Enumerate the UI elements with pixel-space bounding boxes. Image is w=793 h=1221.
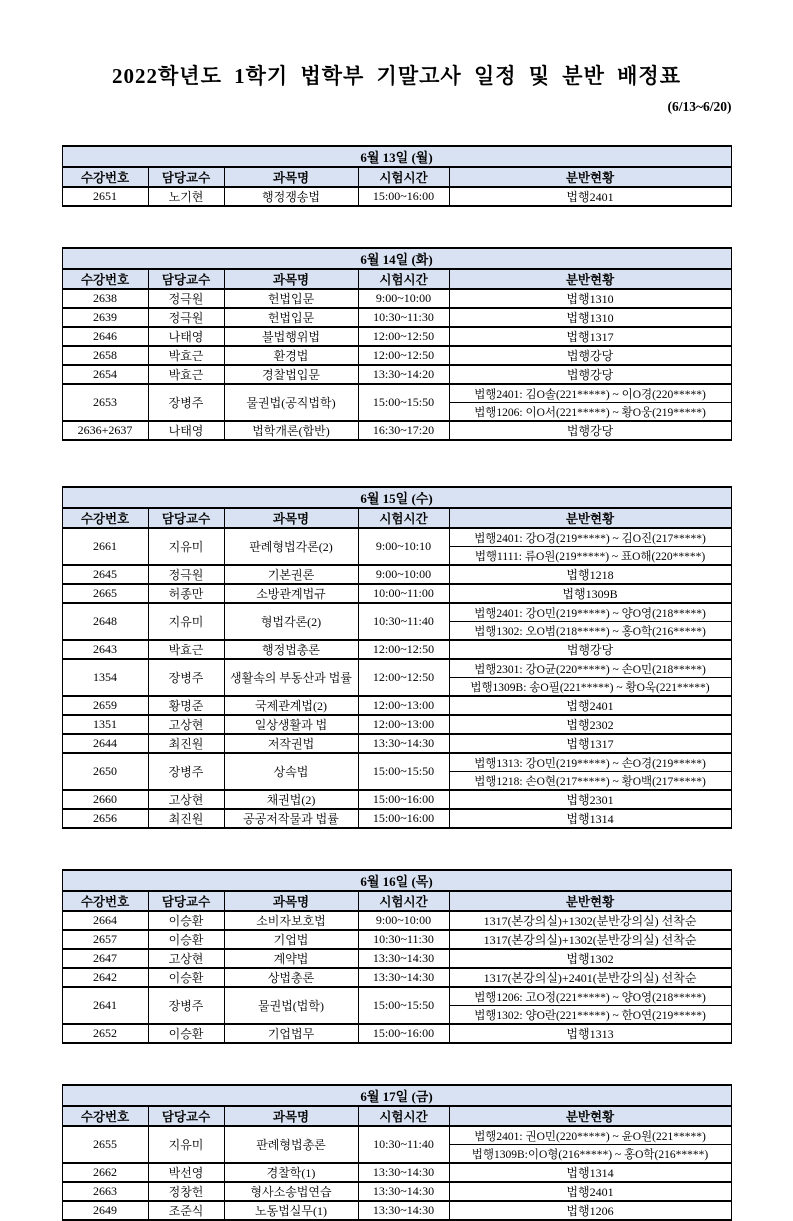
subject-cell: 공공저작물과 법률 xyxy=(224,809,358,828)
room-cell: 법행1309B: 송O필(221*****) ~ 황O욱(221*****) xyxy=(449,678,731,697)
course-code-cell: 2665 xyxy=(62,584,148,603)
professor-cell: 고상현 xyxy=(148,715,224,734)
exam-row xyxy=(62,753,731,772)
column-header: 분반현황 xyxy=(449,269,731,289)
room-cell: 법행1302: 오O범(218*****) ~ 홍O학(216*****) xyxy=(449,622,731,641)
column-header: 시험시간 xyxy=(358,1106,449,1126)
course-code-cell: 2646 xyxy=(62,327,148,346)
room-cell: 법행강당 xyxy=(449,346,731,365)
time-cell: 10:30~11:30 xyxy=(358,930,449,949)
exam-row xyxy=(62,603,731,622)
professor-cell: 이승환 xyxy=(148,911,224,930)
professor-cell: 정극원 xyxy=(148,289,224,308)
professor-cell: 박효근 xyxy=(148,346,224,365)
room-cell: 법행1317 xyxy=(449,327,731,346)
exam-row xyxy=(62,384,731,403)
exam-row xyxy=(62,640,731,659)
column-header: 과목명 xyxy=(224,1106,358,1126)
room-cell: 법행1111: 류O원(219*****) ~ 표O해(220*****) xyxy=(449,547,731,566)
professor-cell: 지유미 xyxy=(148,528,224,565)
exam-row xyxy=(62,715,731,734)
exam-table-day-5 xyxy=(62,1084,732,1221)
time-cell: 12:00~12:50 xyxy=(358,659,449,696)
subject-cell: 행정쟁송법 xyxy=(224,187,358,206)
course-code-cell: 2659 xyxy=(62,696,148,715)
room-cell: 법행1314 xyxy=(449,1163,731,1182)
exam-table-day-3 xyxy=(62,486,732,829)
time-cell: 9:00~10:10 xyxy=(358,528,449,565)
professor-cell: 고상현 xyxy=(148,790,224,809)
course-code-cell: 2662 xyxy=(62,1163,148,1182)
course-code-cell: 2654 xyxy=(62,365,148,384)
course-code-cell: 2664 xyxy=(62,911,148,930)
room-cell: 법행1313: 강O민(219*****) ~ 손O경(219*****) xyxy=(449,753,731,772)
subject-cell: 판례형법각론(2) xyxy=(224,528,358,565)
course-code-cell: 2656 xyxy=(62,809,148,828)
room-cell: 법행2401: 김O솔(221*****) ~ 이O경(220*****) xyxy=(449,384,731,403)
course-code-cell: 2650 xyxy=(62,753,148,790)
course-code-cell: 2655 xyxy=(62,1126,148,1163)
column-header: 과목명 xyxy=(224,508,358,528)
room-cell: 법행1302: 양O란(221*****) ~ 한O연(219*****) xyxy=(449,1006,731,1025)
course-code-cell: 2651 xyxy=(62,187,148,206)
time-cell: 12:00~12:50 xyxy=(358,346,449,365)
professor-cell: 황명준 xyxy=(148,696,224,715)
exam-row xyxy=(62,987,731,1006)
column-header: 시험시간 xyxy=(358,891,449,911)
time-cell: 13:30~14:30 xyxy=(358,734,449,753)
course-code-cell: 2648 xyxy=(62,603,148,640)
room-cell: 법행2401: 강O민(219*****) ~ 양O영(218*****) xyxy=(449,603,731,622)
professor-cell: 박효근 xyxy=(148,640,224,659)
exam-row xyxy=(62,734,731,753)
room-cell: 법행1317 xyxy=(449,734,731,753)
subject-cell: 기본권론 xyxy=(224,565,358,584)
table-date-header: 6월 13일 (월) xyxy=(62,146,731,167)
column-header: 담당교수 xyxy=(148,1106,224,1126)
time-cell: 13:30~14:30 xyxy=(358,968,449,987)
exam-row xyxy=(62,289,731,308)
subject-cell: 판례형법총론 xyxy=(224,1126,358,1163)
room-cell: 법행강당 xyxy=(449,640,731,659)
course-code-cell: 2657 xyxy=(62,930,148,949)
professor-cell: 장병주 xyxy=(148,987,224,1024)
column-header: 수강번호 xyxy=(62,891,148,911)
room-cell: 법행1218 xyxy=(449,565,731,584)
professor-cell: 나태영 xyxy=(148,327,224,346)
exam-row xyxy=(62,930,731,949)
course-code-cell: 2644 xyxy=(62,734,148,753)
professor-cell: 장병주 xyxy=(148,753,224,790)
course-code-cell: 2649 xyxy=(62,1201,148,1220)
subject-cell: 기업법무 xyxy=(224,1024,358,1043)
page-title: 2022학년도 1학기 법학부 기말고사 일정 및 분반 배정표 xyxy=(112,64,681,88)
room-cell: 1317(본강의실)+2401(분반강의실) 선착순 xyxy=(449,968,731,987)
column-header: 과목명 xyxy=(224,167,358,187)
room-cell: 법행2401 xyxy=(449,696,731,715)
exam-row xyxy=(62,1201,731,1220)
date-range-label: (6/13~6/20) xyxy=(667,99,732,114)
room-cell: 법행2401 xyxy=(449,1182,731,1201)
room-cell: 법행2401: 강O경(219*****) ~ 김O진(217*****) xyxy=(449,528,731,547)
exam-tables-container xyxy=(62,145,732,1221)
time-cell: 15:00~15:50 xyxy=(358,753,449,790)
course-code-cell: 2642 xyxy=(62,968,148,987)
room-cell: 법행강당 xyxy=(449,421,731,440)
professor-cell: 정창헌 xyxy=(148,1182,224,1201)
column-header: 담당교수 xyxy=(148,508,224,528)
subject-cell: 물권법(법학) xyxy=(224,987,358,1024)
professor-cell: 고상현 xyxy=(148,949,224,968)
subject-cell: 생활속의 부동산과 법률 xyxy=(224,659,358,696)
column-header: 수강번호 xyxy=(62,508,148,528)
room-cell: 법행1206: 고O정(221*****) ~ 양O영(218*****) xyxy=(449,987,731,1006)
course-code-cell: 2663 xyxy=(62,1182,148,1201)
exam-row xyxy=(62,949,731,968)
column-header: 과목명 xyxy=(224,269,358,289)
subject-cell: 불법행위법 xyxy=(224,327,358,346)
exam-row xyxy=(62,528,731,547)
exam-row xyxy=(62,346,731,365)
time-cell: 13:30~14:30 xyxy=(358,1182,449,1201)
room-cell: 법행강당 xyxy=(449,365,731,384)
room-cell: 1317(본강의실)+1302(분반강의실) 선착순 xyxy=(449,930,731,949)
time-cell: 15:00~16:00 xyxy=(358,790,449,809)
room-cell: 법행1206 xyxy=(449,1201,731,1220)
column-header: 수강번호 xyxy=(62,167,148,187)
room-cell: 법행1310 xyxy=(449,308,731,327)
column-header: 분반현황 xyxy=(449,1106,731,1126)
professor-cell: 정극원 xyxy=(148,565,224,584)
time-cell: 10:00~11:00 xyxy=(358,584,449,603)
column-header: 담당교수 xyxy=(148,167,224,187)
time-cell: 10:30~11:40 xyxy=(358,603,449,640)
time-cell: 9:00~10:00 xyxy=(358,565,449,584)
column-header: 시험시간 xyxy=(358,508,449,528)
subject-cell: 저작권법 xyxy=(224,734,358,753)
table-date-header: 6월 14일 (화) xyxy=(62,248,731,269)
subject-cell: 소비자보호법 xyxy=(224,911,358,930)
professor-cell: 노기현 xyxy=(148,187,224,206)
professor-cell: 장병주 xyxy=(148,659,224,696)
course-code-cell: 2647 xyxy=(62,949,148,968)
room-cell: 법행1302 xyxy=(449,949,731,968)
time-cell: 16:30~17:20 xyxy=(358,421,449,440)
time-cell: 13:30~14:30 xyxy=(358,949,449,968)
exam-row xyxy=(62,696,731,715)
professor-cell: 허종만 xyxy=(148,584,224,603)
professor-cell: 최진원 xyxy=(148,734,224,753)
exam-row xyxy=(62,308,731,327)
professor-cell: 지유미 xyxy=(148,1126,224,1163)
professor-cell: 박효근 xyxy=(148,365,224,384)
room-cell: 법행1218: 손O현(217*****) ~ 황O백(217*****) xyxy=(449,772,731,791)
column-header: 과목명 xyxy=(224,891,358,911)
subject-cell: 형사소송법연습 xyxy=(224,1182,358,1201)
table-date-header: 6월 16일 (목) xyxy=(62,870,731,891)
column-header: 담당교수 xyxy=(148,891,224,911)
column-header: 담당교수 xyxy=(148,269,224,289)
subject-cell: 경찰법입문 xyxy=(224,365,358,384)
exam-row xyxy=(62,1182,731,1201)
time-cell: 15:00~16:00 xyxy=(358,1024,449,1043)
exam-row xyxy=(62,187,731,206)
exam-row xyxy=(62,911,731,930)
subject-cell: 헌법입문 xyxy=(224,289,358,308)
time-cell: 12:00~13:00 xyxy=(358,696,449,715)
course-code-cell: 2641 xyxy=(62,987,148,1024)
professor-cell: 조준식 xyxy=(148,1201,224,1220)
room-cell: 법행1309B xyxy=(449,584,731,603)
exam-table-day-4 xyxy=(62,869,732,1044)
course-code-cell: 1351 xyxy=(62,715,148,734)
column-header: 분반현황 xyxy=(449,508,731,528)
course-code-cell: 2638 xyxy=(62,289,148,308)
time-cell: 15:00~15:50 xyxy=(358,384,449,421)
exam-row xyxy=(62,1163,731,1182)
room-cell: 법행1313 xyxy=(449,1024,731,1043)
column-header: 수강번호 xyxy=(62,1106,148,1126)
exam-table-day-2 xyxy=(62,247,732,441)
column-header: 수강번호 xyxy=(62,269,148,289)
course-code-cell: 2643 xyxy=(62,640,148,659)
subject-cell: 계약법 xyxy=(224,949,358,968)
subject-cell: 경찰학(1) xyxy=(224,1163,358,1182)
course-code-cell: 2660 xyxy=(62,790,148,809)
professor-cell: 장병주 xyxy=(148,384,224,421)
room-cell: 법행1314 xyxy=(449,809,731,828)
course-code-cell: 2661 xyxy=(62,528,148,565)
professor-cell: 이승환 xyxy=(148,1024,224,1043)
exam-row xyxy=(62,790,731,809)
exam-row xyxy=(62,809,731,828)
time-cell: 10:30~11:30 xyxy=(358,308,449,327)
time-cell: 12:00~13:00 xyxy=(358,715,449,734)
exam-row xyxy=(62,365,731,384)
room-cell: 법행2401: 권O민(220*****) ~ 윤O원(221*****) xyxy=(449,1126,731,1145)
column-header: 시험시간 xyxy=(358,269,449,289)
subject-cell: 행정법총론 xyxy=(224,640,358,659)
time-cell: 13:30~14:20 xyxy=(358,365,449,384)
exam-row xyxy=(62,421,731,440)
table-date-header: 6월 17일 (금) xyxy=(62,1085,731,1106)
exam-row xyxy=(62,584,731,603)
subject-cell: 법학개론(합반) xyxy=(224,421,358,440)
professor-cell: 나태영 xyxy=(148,421,224,440)
professor-cell: 지유미 xyxy=(148,603,224,640)
subject-cell: 일상생활과 법 xyxy=(224,715,358,734)
exam-row xyxy=(62,1024,731,1043)
subject-cell: 소방관계법규 xyxy=(224,584,358,603)
subject-cell: 형법각론(2) xyxy=(224,603,358,640)
course-code-cell: 2639 xyxy=(62,308,148,327)
time-cell: 12:00~12:50 xyxy=(358,327,449,346)
subject-cell: 환경법 xyxy=(224,346,358,365)
time-cell: 15:00~16:00 xyxy=(358,187,449,206)
time-cell: 9:00~10:00 xyxy=(358,911,449,930)
course-code-cell: 2636+2637 xyxy=(62,421,148,440)
course-code-cell: 1354 xyxy=(62,659,148,696)
time-cell: 15:00~15:50 xyxy=(358,987,449,1024)
column-header: 시험시간 xyxy=(358,167,449,187)
professor-cell: 이승환 xyxy=(148,968,224,987)
exam-table-day-1 xyxy=(62,145,732,207)
professor-cell: 정극원 xyxy=(148,308,224,327)
room-cell: 법행2301: 강O균(220*****) ~ 손O민(218*****) xyxy=(449,659,731,678)
time-cell: 9:00~10:00 xyxy=(358,289,449,308)
exam-row xyxy=(62,659,731,678)
course-code-cell: 2652 xyxy=(62,1024,148,1043)
subject-cell: 상속법 xyxy=(224,753,358,790)
time-cell: 12:00~12:50 xyxy=(358,640,449,659)
room-cell: 법행2301 xyxy=(449,790,731,809)
room-cell: 법행1206: 이O서(221*****) ~ 황O웅(219*****) xyxy=(449,403,731,422)
time-cell: 13:30~14:30 xyxy=(358,1163,449,1182)
table-date-header: 6월 15일 (수) xyxy=(62,487,731,508)
time-cell: 10:30~11:40 xyxy=(358,1126,449,1163)
professor-cell: 최진원 xyxy=(148,809,224,828)
room-cell: 법행2302 xyxy=(449,715,731,734)
course-code-cell: 2658 xyxy=(62,346,148,365)
room-cell: 1317(본강의실)+1302(분반강의실) 선착순 xyxy=(449,911,731,930)
content-area xyxy=(62,99,732,1221)
subject-cell: 기업법 xyxy=(224,930,358,949)
professor-cell: 이승환 xyxy=(148,930,224,949)
subject-cell: 노동법실무(1) xyxy=(224,1201,358,1220)
exam-row xyxy=(62,968,731,987)
subject-cell: 국제관계법(2) xyxy=(224,696,358,715)
room-cell: 법행2401 xyxy=(449,187,731,206)
room-cell: 법행1309B:이O형(216*****) ~ 홍O학(216*****) xyxy=(449,1145,731,1164)
column-header: 분반현황 xyxy=(449,167,731,187)
exam-row xyxy=(62,327,731,346)
subject-cell: 물권법(공직법학) xyxy=(224,384,358,421)
professor-cell: 박선영 xyxy=(148,1163,224,1182)
subject-cell: 채권법(2) xyxy=(224,790,358,809)
column-header: 분반현황 xyxy=(449,891,731,911)
exam-row xyxy=(62,1126,731,1145)
course-code-cell: 2645 xyxy=(62,565,148,584)
exam-row xyxy=(62,565,731,584)
room-cell: 법행1310 xyxy=(449,289,731,308)
subject-cell: 상법총론 xyxy=(224,968,358,987)
course-code-cell: 2653 xyxy=(62,384,148,421)
subject-cell: 헌법입문 xyxy=(224,308,358,327)
time-cell: 13:30~14:30 xyxy=(358,1201,449,1220)
time-cell: 15:00~16:00 xyxy=(358,809,449,828)
